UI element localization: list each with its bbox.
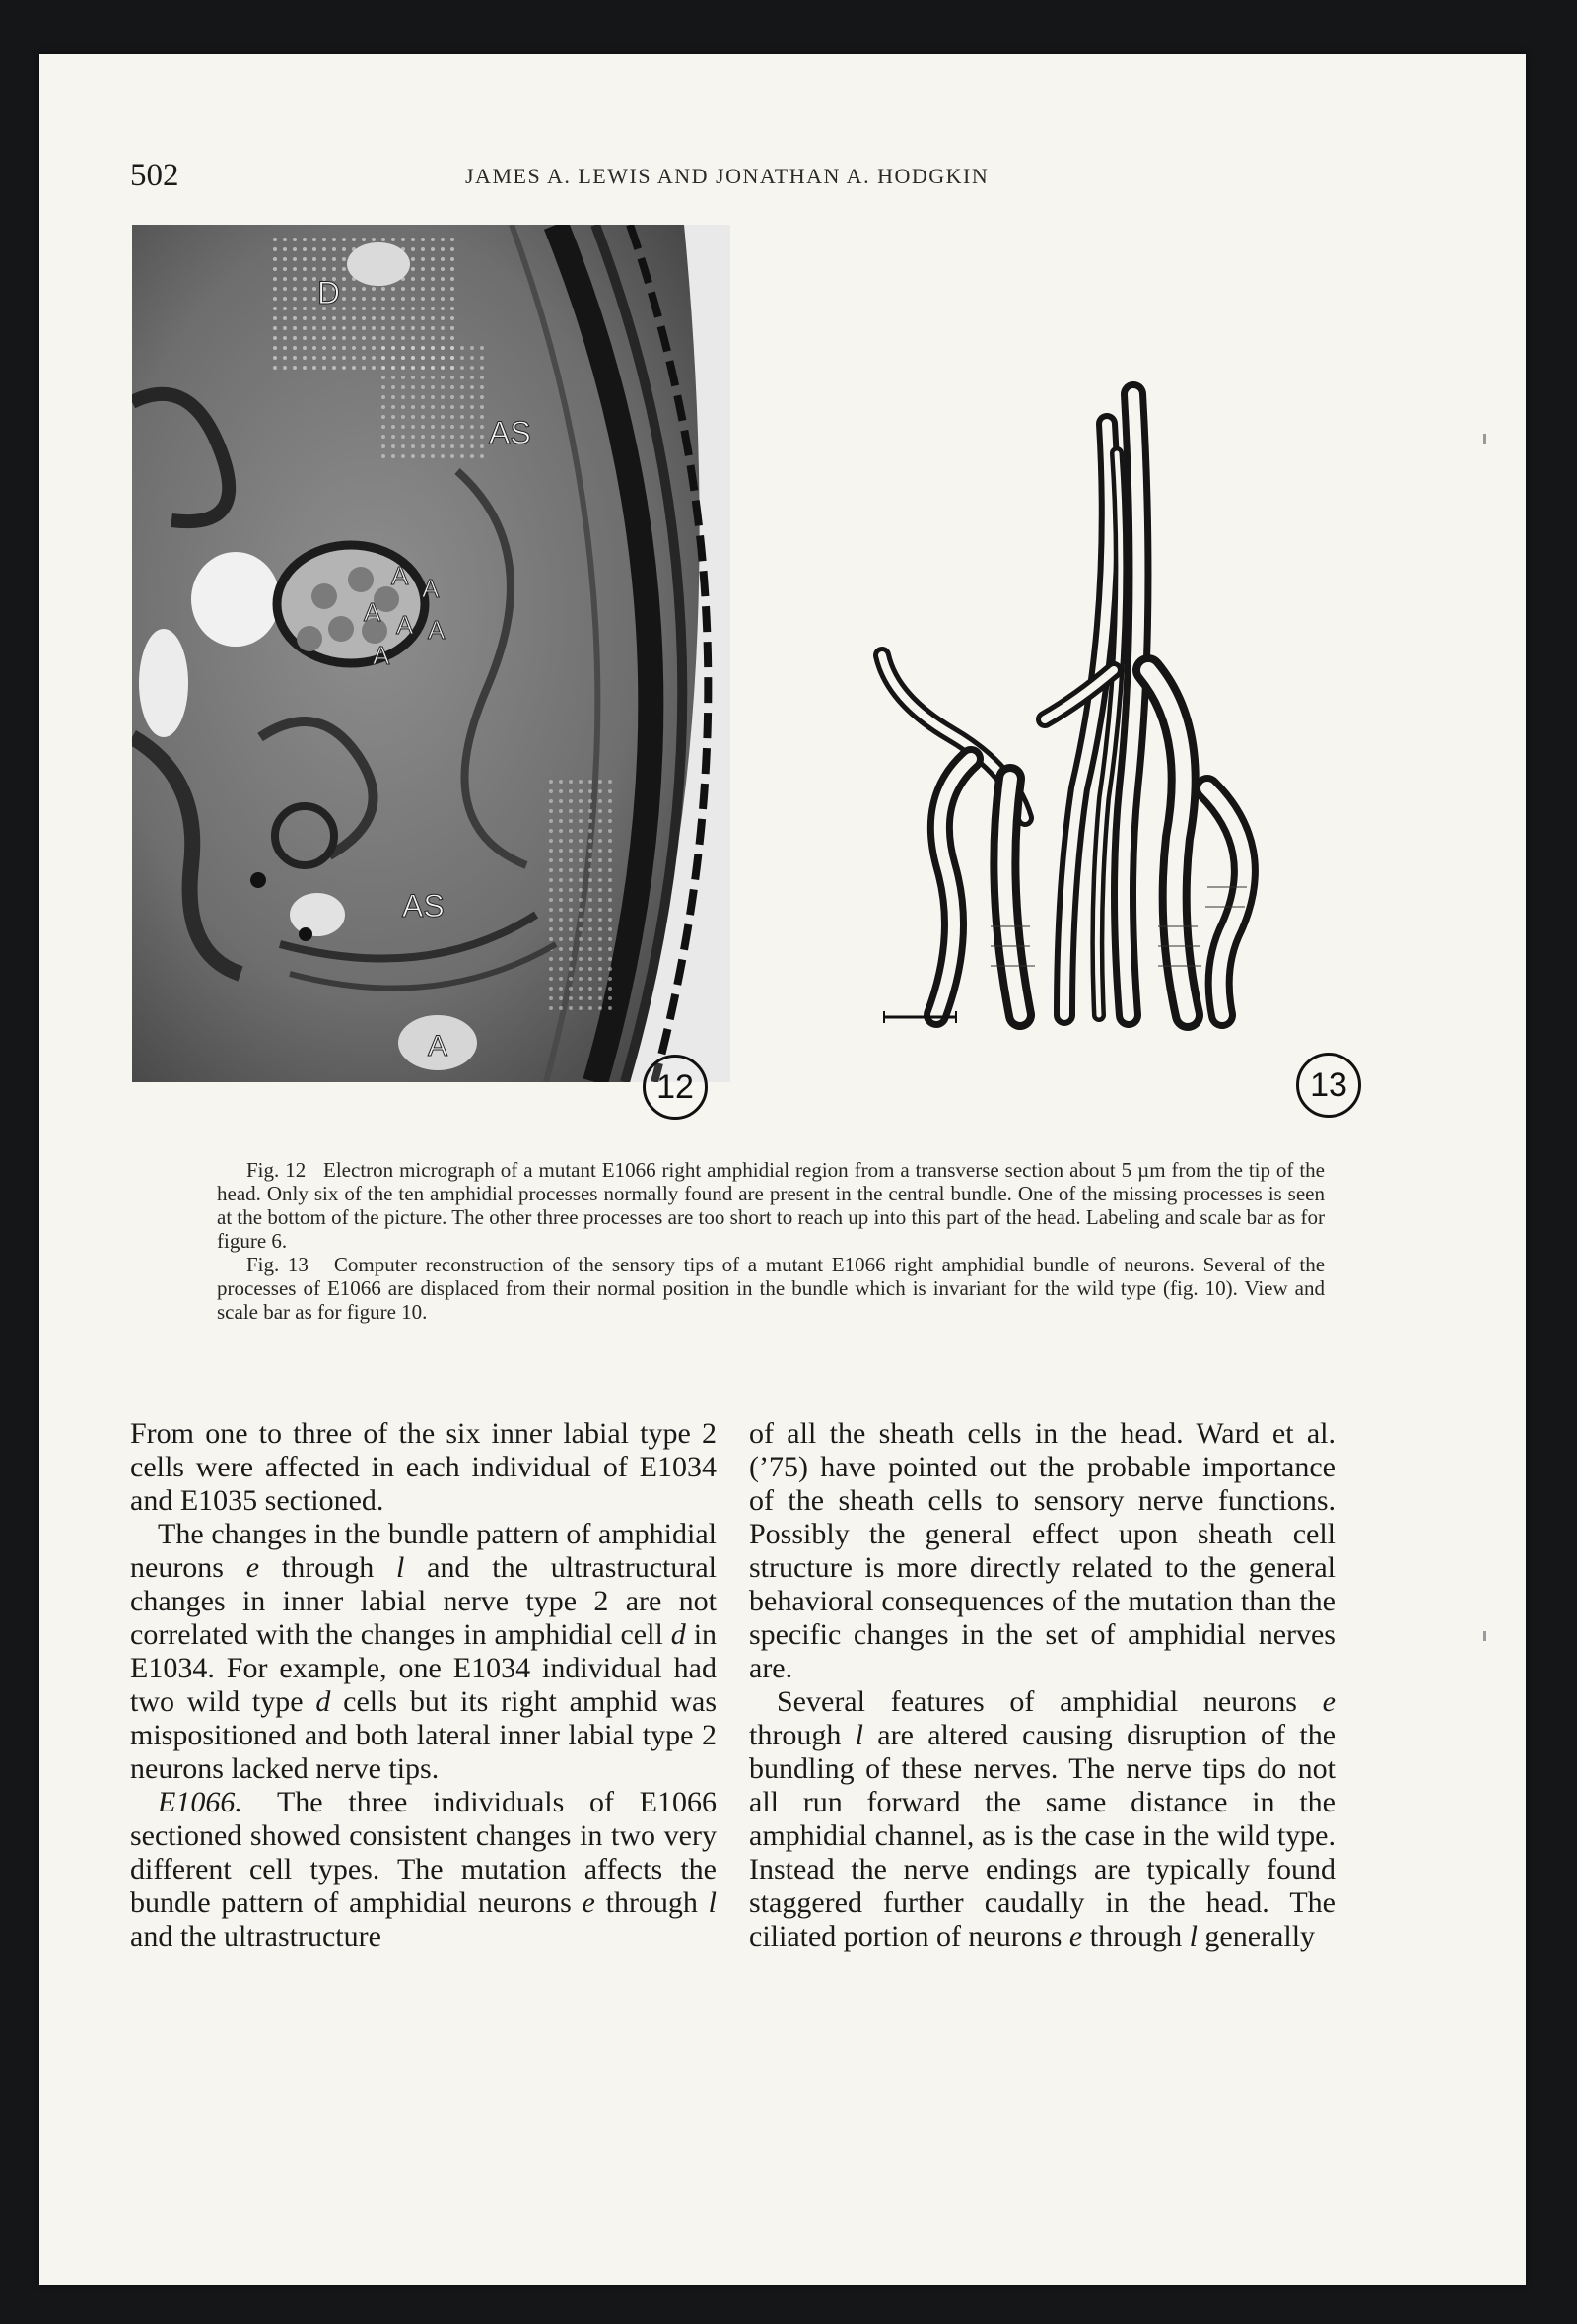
page-mark (1483, 434, 1486, 444)
caption-label: Fig. 13 (246, 1253, 309, 1276)
figure-13-reconstruction (833, 375, 1271, 1045)
body-column-left (130, 1417, 717, 1953)
fig12-label-a3: A (364, 597, 381, 627)
fig12-label-a1: A (391, 561, 409, 590)
fig12-label-as-bottom: AS (402, 888, 445, 923)
caption-fig-13 (217, 1253, 1325, 1324)
figure-12-micrograph (132, 225, 730, 1082)
fig12-label-a4: A (396, 610, 414, 640)
caption-label: Fig. 12 (246, 1158, 307, 1182)
fig12-label-as-top: AS (489, 415, 531, 450)
paragraph: The changes in the bundle pattern of amphidial neurons e through l and the ultrastructural changes in inner labial nerve type 2 are not correlated with the changes in amphidial cell d in E1034. For example, one E1034 individual had two wild type d cells but its right amphid was mispositioned and both lateral inner labial type 2 neurons lacked nerve tips. (130, 1518, 718, 1785)
paragraph: of all the sheath cells in the head. Ward et al. (’75) have pointed out the probable importance of the sheath cells to sensory nerve functions. Possibly the general effect upon sheath cell structure is more directly related to the general behavioral consequences of the mutation than the specific changes in the set of amphidial nerves are. (749, 1417, 1336, 1684)
caption-fig-12 (217, 1158, 1325, 1253)
fig12-label-a5: A (428, 615, 446, 645)
fig12-label-a6: A (373, 641, 390, 670)
fig12-label-a-bottom: A (428, 1030, 448, 1062)
caption-text: Computer reconstruction of the sensory tips of a mutant E1066 right amphidial bundle of neurons. Several of the processes of E1066 are displaced from their normal position in the bundle which is invariant for the wild type (fig. 10). View and scale bar as for figure 10. (217, 1253, 1326, 1324)
figure-12-number: 12 (643, 1055, 708, 1120)
figure-captions (217, 1158, 1325, 1324)
paragraph: From one to three of the six inner labial type 2 cells were affected in each individual of E1034 and E1035 sectioned. (130, 1417, 717, 1517)
fig12-label-a2: A (422, 574, 440, 603)
paragraph: E1066. The three individuals of E1066 sectioned showed consistent changes in two very different cell types. The mutation affects the bundle pattern of amphidial neurons e through l and the ultrastructure (130, 1786, 718, 1952)
page-number: 502 (130, 158, 179, 193)
page-mark (1483, 1631, 1486, 1641)
section-heading: E1066. (158, 1786, 242, 1818)
running-title: JAMES A. LEWIS AND JONATHAN A. HODGKIN (465, 164, 990, 188)
running-head (0, 158, 1577, 217)
fig12-label-d: D (317, 275, 341, 310)
figure-13-number: 13 (1296, 1053, 1361, 1118)
paragraph: Several features of amphidial neurons e through l are altered causing disruption of the bundling of these nerves. The nerve tips do not all run forward the same distance in the amphidial channel, as is the case in the wild type. Instead the nerve endings are typically found staggered further caudally in the head. The ciliated portion of neurons e through l generally (749, 1685, 1337, 1952)
caption-text: Electron micrograph of a mutant E1066 right amphidial region from a transverse section about 5 µm from the tip of the head. Only six of the ten amphidial processes normally found are present in the central bundle. One of the missing processes is seen at the bottom of the picture. The other three processes are too short to reach up into this part of the head. Labeling and scale bar as for figure 6. (217, 1158, 1326, 1253)
body-column-right (749, 1417, 1336, 1953)
